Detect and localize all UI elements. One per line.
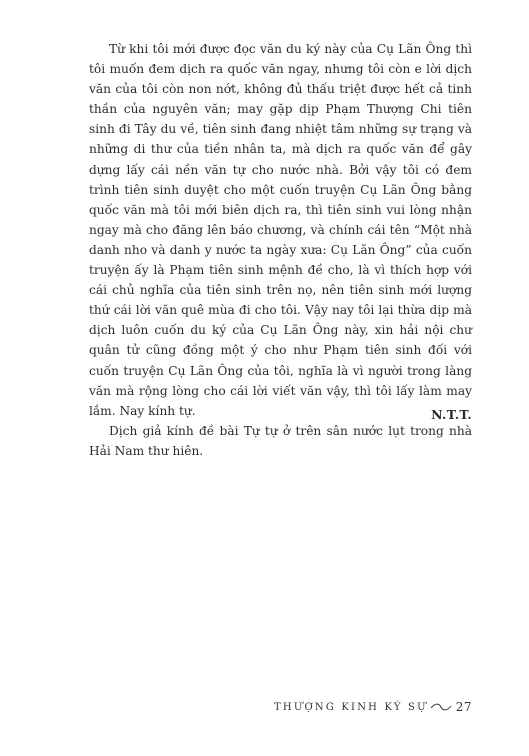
running-title: THƯỢNG KINH KÝ SỰ <box>274 701 428 713</box>
page-number: 27 <box>455 700 472 714</box>
body-text <box>89 39 472 461</box>
signature: N.T.T. <box>431 407 472 422</box>
paragraph-1: Từ khi tôi mới được đọc văn du ký này của Cụ Lãn Ông thì tôi muốn đem dịch ra quốc văn ngay, nhưng tôi còn e lời dịch văn của tôi còn non nớt, không đủ thấu triệt được hết cả tinh thần của nguyên văn; may gặp dịp Phạm Thượng Chi tiên sinh đi Tây du về, tiên sinh đang nhiệt tâm những sự trạng và những di thư của tiền nhân ta, mà dịch ra quốc văn để gây dựng lấy cái nền văn tự cho nước nhà. Bởi vậy tôi có đem trình tiên sinh duyệt cho một cuốn truyện Cụ Lãn Ông bằng quốc văn mà tôi mới biên dịch ra, thì tiên sinh vui lòng nhận ngay mà cho đăng lên báo chương, và chính cái tên “Một nhà danh nho và danh y nước ta ngày xưa: Cụ Lãn Ông” của cuốn truyện ấy là Phạm tiên sinh mệnh đề cho, là vì thích hợp với cái chủ nghĩa của tiên sinh trên nọ, nên tiên sinh mới lượng thứ cái lời văn quê mùa đi cho tôi. Vậy nay tôi lại thừa dịp mà dịch luôn cuốn du ký của Cụ Lãn Ông này, xin hải nội chư quân tử cũng đồng một ý cho như Phạm tiên sinh đối với cuốn truyện Cụ Lãn Ông của tôi, nghĩa là vì người trong làng văn mà rộng lòng cho cái lời viết văn vậy, thì tôi lấy làm may lắm. Nay kính tự. <box>89 42 472 418</box>
paragraph-2: Dịch giả kính đề bài Tự tự ở trên sân nước lụt trong nhà Hải Nam thư hiên. <box>89 423 472 458</box>
tilde-wave-icon <box>430 702 452 712</box>
page-footer <box>274 700 472 714</box>
